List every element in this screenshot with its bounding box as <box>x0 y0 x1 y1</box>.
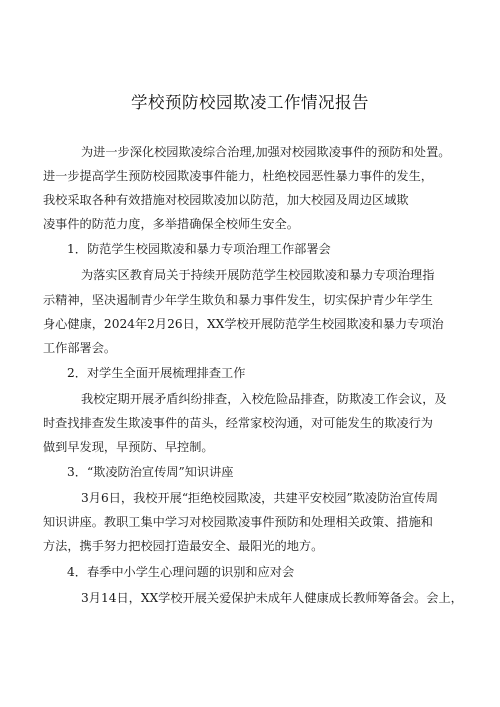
paragraph-line: 凌事件的防范力度，多举措确保全校师生安全。 <box>43 217 299 231</box>
paragraph-line: 工作部署会。 <box>43 341 117 355</box>
paragraph-line: 方法，携手努力把校园打造最安全、最阳光的地方。 <box>43 539 324 553</box>
paragraph-line: 时查找排查发生欺凌事件的苗头，经常家校沟通，对可能发生的欺凌行为 <box>43 416 433 430</box>
paragraph-line: 为落实区教育局关于持续开展防范学生校园欺凌和暴力专项治理指 <box>81 268 435 282</box>
section-heading-4: 4．春季中小学生心理问题的识别和应对会 <box>67 565 295 579</box>
paragraph-line: 进一步提高学生预防校园欺凌事件能力，杜绝校园恶性暴力事件的发生， <box>43 169 433 183</box>
document-title: 学校预防校园欺凌工作情况报告 <box>131 93 369 112</box>
paragraph-line: 为进一步深化校园欺凌综合治理,加强对校园欺凌事件的预防和处置。 <box>81 145 451 159</box>
paragraph-line: 知识讲座。教职工集中学习对校园欺凌事件预防和处理相关政策、措施和 <box>43 515 433 529</box>
paragraph-line: 我校采取各种有效措施对校园欺凌加以防范，加大校园及周边区域欺 <box>43 193 409 207</box>
paragraph-line: 做到早发现，早预防、早控制。 <box>43 440 214 454</box>
section-heading-2: 2．对学生全面开展梳理排查工作 <box>67 366 246 380</box>
section-heading-3: 3．“欺凌防治宣传周”知识讲座 <box>67 465 234 479</box>
paragraph-line: 我校定期开展矛盾纠纷排查，入校危险品排查，防欺凌工作会议，及 <box>81 392 447 406</box>
paragraph-line: 3月6日，我校开展“拒绝校园欺凌，共建平安校园”欺凌防治宣传周 <box>81 491 439 505</box>
paragraph-line: 示精神，坚决遏制青少年学生欺负和暴力事件发生，切实保护青少年学生 <box>43 293 433 307</box>
paragraph-line: 3月14日，XX学校开展关爱保护未成年人健康成长教师筹备会。会上， <box>81 591 463 605</box>
paragraph-line: 身心健康，2024年2月26日，XX学校开展防范学生校园欺凌和暴力专项治 <box>43 317 444 331</box>
section-heading-1: 1．防范学生校园欺凌和暴力专项治理工作部署会 <box>67 242 331 256</box>
